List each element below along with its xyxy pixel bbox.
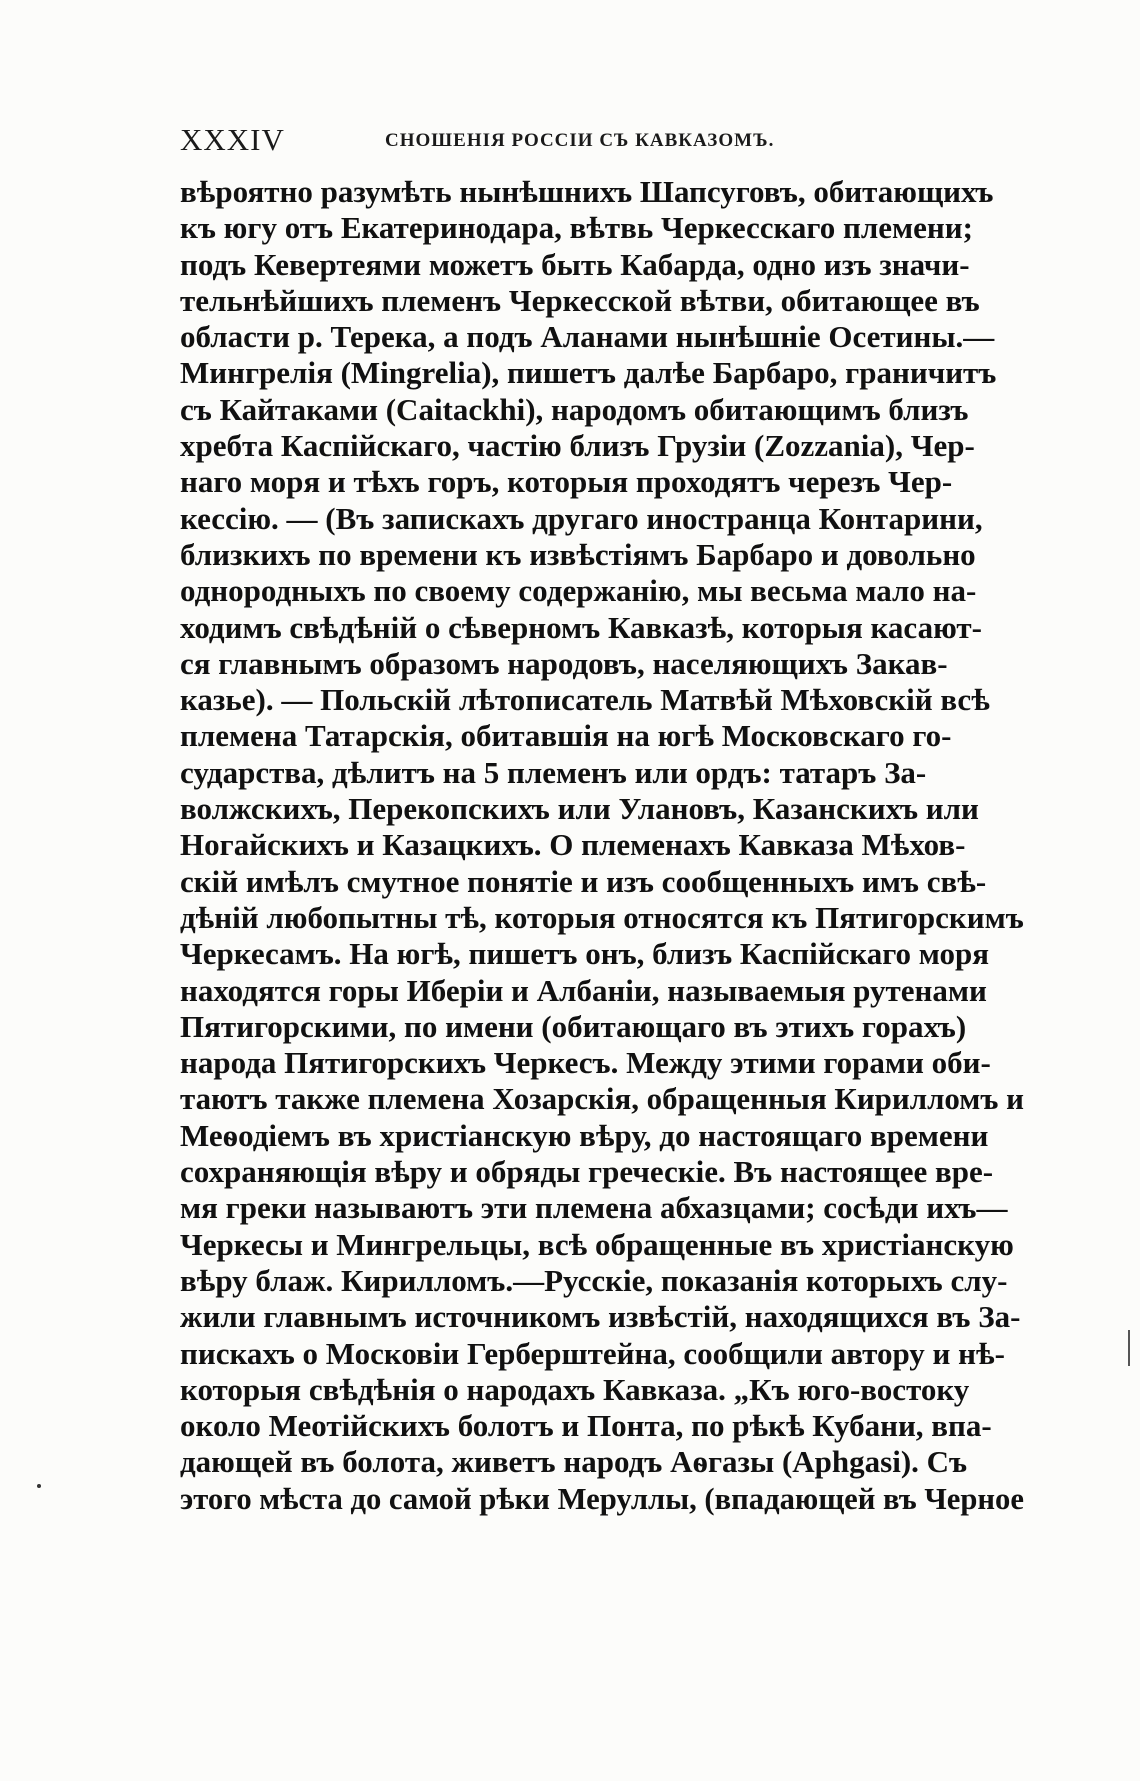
text-line: однородныхъ по своему содержанію, мы весьма мало на- [180,573,977,609]
text-line: Пятигорскими, по имени (обитающаго въ этихъ горахъ) [180,1008,967,1044]
text-line: находятся горы Иберіи и Албаніи, называемыя рутенами [180,972,987,1008]
text-line: кессію. — (Въ запискахъ другаго иностранца Контарини, [180,500,983,536]
text-line: сударства, дѣлитъ на 5 племенъ или ордъ: татаръ За- [180,754,927,790]
text-line: которыя свѣдѣнія о народахъ Кавказа. „Къ юго-востоку [180,1371,970,1407]
text-line: народа Пятигорскихъ Черкесъ. Между этими горами оби- [180,1045,991,1081]
text-line: Мингрелія (Mingrelia), пишетъ далѣе Барбаро, граничитъ [180,355,997,391]
text-line: волжскихъ, Перекопскихъ или Улановъ, Казанскихъ или [180,791,979,827]
margin-dot [37,1484,41,1488]
text-line: Черкесамъ. На югѣ, пишетъ онъ, близъ Каспійскаго моря [180,936,989,972]
text-line: Ногайскихъ и Казацкихъ. О племенахъ Кавказа Мѣхов- [180,827,966,863]
text-line: къ югу отъ Екатеринодара, вѣтвь Черкесскаго племени; [180,210,973,246]
text-line: дающей въ болота, живетъ народъ Аѳгазы (Aphgasi). Съ [180,1444,968,1480]
text-line: пискахъ о Московіи Герберштейна, сообщили автору и нѣ- [180,1335,1005,1371]
running-title: СНОШЕНІЯ РОССІИ СЪ КАВКАЗОМЪ. [385,130,775,151]
text-line: Меѳодіемъ въ христіанскую вѣру, до настоящаго времени [180,1117,989,1153]
text-line: вѣру блаж. Кирилломъ.—Русскіе, показанія которыхъ слу- [180,1262,1008,1298]
text-line: хребта Каспійскаго, частію близъ Грузіи (Zozzania), Чер- [180,428,975,464]
text-line: ходимъ свѣдѣній о сѣверномъ Кавказѣ, которыя касают- [180,609,982,645]
text-line: вѣроятно разумѣть нынѣшнихъ Шапсуговъ, обитающихъ [180,174,994,209]
text-line: близкихъ по времени къ извѣстіямъ Барбаро и довольно [180,536,976,572]
text-line: мя греки называютъ эти племена абхазцами; сосѣди ихъ— [180,1190,1008,1226]
text-line: этого мѣста до самой рѣки Меруллы, (впадающей въ Черное [180,1480,1024,1516]
text-line: наго моря и тѣхъ горъ, которыя проходятъ черезъ Чер- [180,464,953,500]
text-line: области р. Терека, а подъ Аланами нынѣшніе Осетины.— [180,319,995,355]
text-line: подъ Кевертеями можетъ быть Кабарда, одно изъ значи- [180,246,970,282]
text-line: около Меотійскихъ болотъ и Понта, по рѣкѣ Кубани, впа- [180,1408,992,1444]
text-line: съ Кайтаками (Caitackhi), народомъ обитающимъ близъ [180,391,969,427]
page-number: XXXIV [180,122,285,157]
scan-edge-mark [1128,1330,1130,1366]
text-line: дѣній любопытны тѣ, которыя относятся къ Пятигорскимъ [180,899,1024,935]
text-line: казье). — Польскій лѣтописатель Матвѣй Мѣховскій всѣ [180,682,990,718]
text-line: сохраняющія вѣру и обряды греческіе. Въ настоящее вре- [180,1154,994,1190]
text-line: жили главнымъ источникомъ извѣстій, находящихся въ За- [180,1299,1021,1335]
text-line: тельнѣйшихъ племенъ Черкесской вѣтви, обитающее въ [180,282,980,318]
page-header [180,122,1024,162]
text-line: таютъ также племена Хозарскія, обращенныя Кирилломъ и [180,1081,1024,1117]
body-text [180,174,1024,1517]
text-line: ся главнымъ образомъ народовъ, населяющихъ Закав- [180,645,948,681]
text-line: Черкесы и Мингрельцы, всѣ обращенные въ христіанскую [180,1226,1014,1262]
text-line: племена Татарскія, обитавшія на югѣ Московскаго го- [180,718,952,754]
text-line: скій имѣлъ смутное понятіе и изъ сообщенныхъ имъ свѣ- [180,863,987,899]
